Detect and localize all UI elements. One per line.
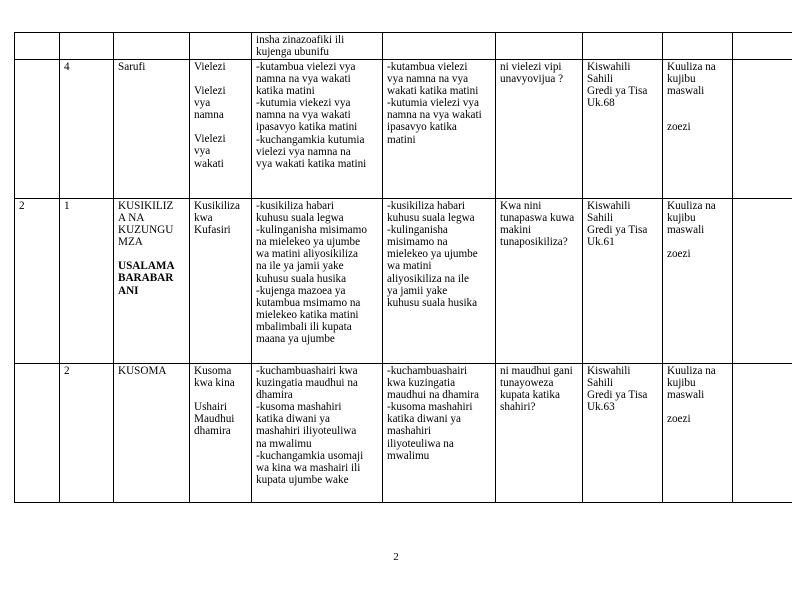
subtopic-line: namna [194,109,224,122]
activities-line: -kutumia vielezi vya [387,97,479,110]
question-line: tunayoweza [500,377,554,390]
lesson-value: 1 [64,200,70,212]
subtopic-line: kwa kina [194,377,235,390]
cell-week [15,364,60,503]
question-line: Kwa nini [500,200,542,212]
activities-line: mashahiri [387,425,432,438]
resources-line: Uk.61 [587,236,615,249]
cell-question [496,364,583,503]
activities-line: vya namna na vya [387,73,469,86]
cell-week [15,60,60,199]
objectives-line: -kuchambuashairi kwa [256,365,358,377]
activities-line: kuhusu suala husika [387,296,478,309]
cell-lesson [60,364,114,503]
resources-line: Kiswahili [587,200,631,212]
resources-line: Kiswahili [587,365,631,377]
assessment-line: Kuuliza na [667,200,716,212]
assessment-line [667,97,728,109]
resources-line: Gredi ya Tisa [587,389,648,402]
assessment-line: Kuuliza na [667,61,716,73]
cell-topic [114,33,190,60]
cell-subtopic [190,199,252,364]
question-line: ni maudhui gani [500,365,573,377]
cell-subtopic [190,364,252,503]
question-line: tunaposikiliza? [500,236,568,249]
activities-line: kwa kuzingatia [387,377,456,390]
question-line: shahiri? [500,401,536,414]
assessment-line: kujibu [667,212,696,225]
cell-objectives [252,199,383,364]
assessment-line: zoezi [667,248,691,261]
subtopic-line: Vielezi [194,85,226,98]
cell-assessment [663,60,733,199]
table-row [15,60,792,199]
activities-line: mielekeo ya ujumbe [387,248,478,261]
cell-assessment [663,33,733,60]
subtopic-line: vya [194,145,211,158]
subtopic-line: kwa [194,212,213,225]
activities-line: -kusoma mashahiri [387,401,473,414]
cell-activities [383,364,496,503]
topic-line: A NA [118,212,145,225]
lesson-value: 4 [64,61,70,73]
activities-line: katika diwani ya [387,413,461,426]
activities-line: -kusikiliza habari [387,200,465,212]
cell-assessment [663,364,733,503]
activities-line: ipasavyo katika [387,121,457,134]
assessment-line [667,109,728,121]
page-number: 2 [393,551,399,563]
resources-line: Sahili [587,212,614,225]
objectives-line: kuhusu suala husika [256,272,347,285]
topic-line: KUSOMA [118,365,167,377]
cell-remarks [733,364,792,503]
cell-question [496,33,583,60]
activities-line: kuhusu suala legwa [387,212,475,225]
assessment-line: Kuuliza na [667,365,716,377]
cell-lesson [60,33,114,60]
activities-line: namna na vya wakati [387,109,482,122]
cell-resources [583,364,663,503]
cell-topic [114,60,190,199]
cell-week [15,33,60,60]
assessment-line: maswali [667,389,705,402]
assessment-line: zoezi [667,413,691,426]
topic-line: KUZUNGU [118,224,174,237]
topic-bold-line: USALAMA [118,260,175,273]
objectives-line: wa kina wa mashairi ili [256,461,361,474]
resources-line: Kiswahili [587,61,631,73]
subtopic-line: Vielezi [194,61,226,73]
activities-line: iliyoteuliwa na [387,437,454,450]
objectives-line: dhamira [256,389,293,402]
objectives-line: maana ya ujumbe [256,333,335,346]
subtopic-line: wakati [194,157,224,170]
activities-line: aliyosikiliza na ile [387,272,470,285]
activities-line: maudhui na dhamira [387,389,479,402]
assessment-line [667,401,728,413]
cell-remarks [733,33,792,60]
assessment-line: maswali [667,85,705,98]
objectives-line: kuhusu suala legwa [256,212,344,225]
cell-resources [583,33,663,60]
objectives-line: namna na vya wakati [256,109,351,122]
question-line: makini [500,224,532,237]
cell-objectives [252,33,383,60]
cell-question [496,199,583,364]
cell-question [496,60,583,199]
cell-subtopic [190,33,252,60]
objectives-line: mashahiri iliyoteuliwa [256,425,357,438]
subtopic-line: Vielezi [194,133,226,146]
assessment-line [667,236,728,248]
objectives-line: -kutumia viekezi vya [256,97,351,110]
objectives-line: vya wakati katika matini [256,157,367,170]
objectives-line: -kutambua vielezi vya [256,61,356,73]
objectives-line: -kuchangamkia kutumia [256,133,365,146]
objectives-line: kujenga ubunifu [256,46,330,59]
resources-line: Uk.68 [587,97,615,110]
resources-line: Uk.63 [587,401,615,414]
objectives-line: mielekeo katika matini [256,308,359,321]
objectives-line: katika matini [256,85,315,98]
question-line: unavyovijua ? [500,73,564,86]
subtopic-line: vya [194,97,211,110]
resources-line: Gredi ya Tisa [587,224,648,237]
cell-resources [583,60,663,199]
topic-bold-line: ANI [118,284,139,297]
objectives-line: na ile ya jamii yake [256,260,344,273]
assessment-line: kujibu [667,73,696,86]
week-value: 2 [19,200,25,212]
topic-bold-line: BARABAR [118,272,174,285]
resources-line: Sahili [587,73,614,86]
objectives-line: -kusoma mashahiri [256,401,342,414]
activities-line: wakati katika matini [387,85,479,98]
lesson-value: 2 [64,365,70,377]
cell-resources [583,199,663,364]
activities-line: -kulinganisha [387,224,448,237]
scheme-of-work-table [14,32,792,503]
question-line: ni vielezi vipi [500,61,562,73]
cell-lesson [60,60,114,199]
cell-week [15,199,60,364]
subtopic-line: Maudhui [194,413,235,426]
resources-line: Sahili [587,377,614,390]
activities-line: matini [387,133,416,146]
objectives-line: vielezi vya namna na [256,145,351,158]
objectives-line: kupata ujumbe wake [256,473,349,486]
objectives-line: ipasavyo katika matini [256,121,358,134]
activities-line: -kuchambuashairi [387,365,468,377]
cell-objectives [252,60,383,199]
cell-activities [383,199,496,364]
subtopic-line: Kusikiliza [194,200,240,212]
objectives-line: wa matini aliyosikiliza [256,248,358,261]
subtopic-line: Kusoma [194,365,232,377]
objectives-line: na mwalimu [256,437,312,450]
assessment-line: kujibu [667,377,696,390]
topic-line: MZA [118,236,143,249]
cell-activities [383,60,496,199]
objectives-line: mbalimbali ili kupata [256,320,352,333]
objectives-line: -kuchangamkia usomaji [256,449,364,462]
assessment-line: zoezi [667,121,691,134]
objectives-line: kutambua msimamo na [256,296,361,309]
table-row [15,33,792,60]
question-line: kupata katika [500,389,560,402]
cell-lesson [60,199,114,364]
cell-subtopic [190,60,252,199]
objectives-line: -kusikiliza habari [256,200,334,212]
objectives-line: katika diwani ya [256,413,330,426]
activities-line: wa matini [387,260,432,273]
activities-line: ya jamii yake [387,284,448,297]
subtopic-line: dhamira [194,425,231,438]
objectives-line: na mielekeo ya ujumbe [256,236,361,249]
cell-topic [114,199,190,364]
cell-topic [114,364,190,503]
cell-remarks [733,60,792,199]
table-row [15,364,792,503]
subtopic-line: Ushairi [194,401,227,414]
activities-line: -kutambua vielezi [387,61,468,73]
objectives-line: kuzingatia maudhui na [256,377,358,390]
cell-activities [383,33,496,60]
resources-line: Gredi ya Tisa [587,85,648,98]
topic-spacer [118,248,185,260]
question-line: tunapaswa kuwa [500,212,575,225]
activities-line: mwalimu [387,449,430,462]
subtopic-line [194,389,247,401]
assessment-line: maswali [667,224,705,237]
objectives-line: -kulinganisha misimamo [256,224,367,237]
cell-remarks [733,199,792,364]
objectives-line: namna na vya wakati [256,73,351,86]
cell-assessment [663,199,733,364]
table-row [15,199,792,364]
objectives-line: insha zinazoafiki ili [256,34,345,46]
activities-line: misimamo na [387,236,448,249]
subtopic-line: Kufasiri [194,224,231,237]
cell-objectives [252,364,383,503]
subtopic-line [194,121,247,133]
topic-line: Sarufi [118,61,146,73]
subtopic-line [194,73,247,85]
topic-line: KUSIKILIZ [118,200,174,212]
objectives-line: -kujenga mazoea ya [256,284,346,297]
